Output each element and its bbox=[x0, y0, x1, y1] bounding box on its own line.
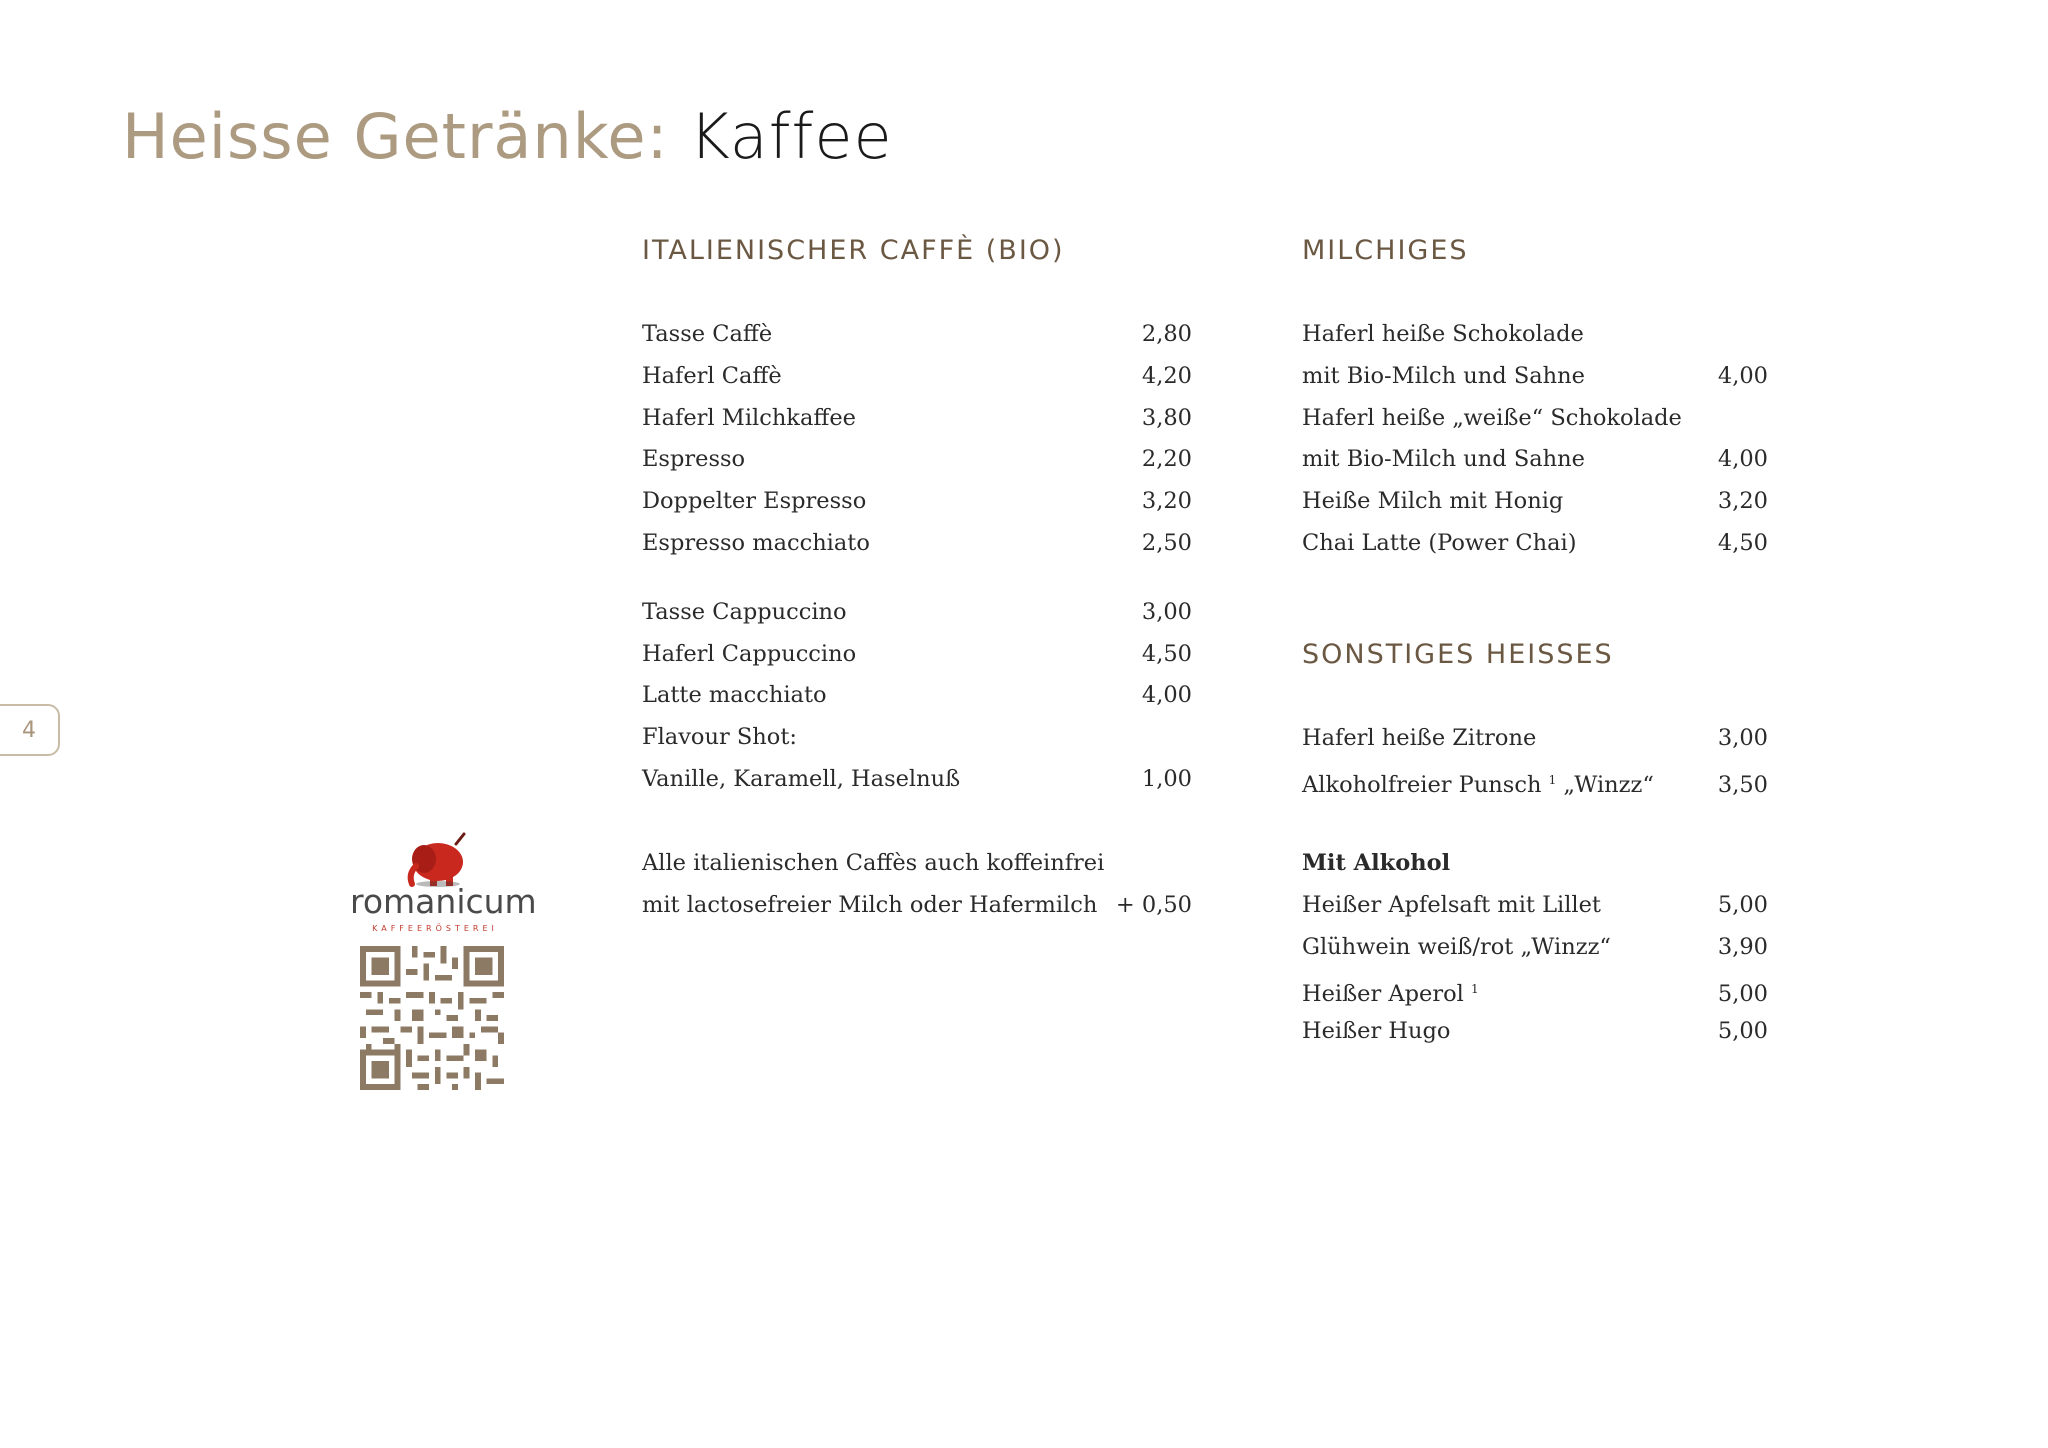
menu-item: Haferl Caffè 4,20 bbox=[642, 362, 1192, 389]
sonstiges-group bbox=[1302, 718, 1768, 802]
menu-item: Glühwein weiß/rot „Winzz“ 3,90 bbox=[1302, 933, 1768, 960]
note-line: Alle italienischen Caffès auch koffeinfrei bbox=[642, 849, 1105, 876]
subheading-mit-alkohol: Mit Alkohol bbox=[1302, 850, 1451, 877]
menu-item: Haferl Milchkaffee 3,80 bbox=[642, 404, 1192, 431]
menu-item: Flavour Shot: bbox=[642, 724, 797, 751]
section-heading-caffe: ITALIENISCHER CAFFÈ (BIO) bbox=[642, 235, 1065, 266]
menu-item: Haferl heiße „weiße“ Schokolade bbox=[1302, 404, 1682, 431]
caffe-group bbox=[642, 314, 1192, 565]
menu-item: Heißer Hugo 5,00 bbox=[1302, 1017, 1768, 1044]
page-number-tab[interactable] bbox=[0, 704, 60, 756]
menu-item: Heißer Aperol $^1$ 5,00 bbox=[1302, 980, 1768, 1007]
menu-item: Heiße Milch mit Honig 3,20 bbox=[1302, 488, 1768, 515]
menu-column-right bbox=[1302, 230, 1768, 1052]
title-suffix: Kaffee bbox=[689, 100, 893, 173]
page-title bbox=[122, 100, 893, 173]
menu-item: Vanille, Karamell, Haselnuß 1,00 bbox=[642, 765, 1192, 792]
elephant-icon bbox=[402, 832, 472, 888]
menu-item: Tasse Cappuccino 3,00 bbox=[642, 598, 1192, 625]
menu-item: Chai Latte (Power Chai) 4,50 bbox=[1302, 529, 1768, 556]
menu-item: Latte macchiato 4,00 bbox=[642, 682, 1192, 709]
menu-item: mit Bio-Milch und Sahne 4,00 bbox=[1302, 362, 1768, 389]
menu-item: mit Bio-Milch und Sahne 4,00 bbox=[1302, 446, 1768, 473]
milchiges-group bbox=[1302, 314, 1768, 565]
section-heading-milchiges: MILCHIGES bbox=[1302, 235, 1469, 266]
brand-tagline: KAFFEERÖSTEREI bbox=[372, 924, 498, 933]
decaf-note bbox=[642, 843, 1192, 927]
footnote-marker: 1 bbox=[1471, 981, 1479, 996]
menu-item: Doppelter Espresso 3,20 bbox=[642, 488, 1192, 515]
section-heading-sonstiges: SONSTIGES HEISSES bbox=[1302, 638, 1614, 670]
menu-column-left bbox=[642, 230, 1192, 926]
menu-item: Alkoholfreier Punsch $^1$ „Winzz“ 3,50 bbox=[1302, 771, 1768, 798]
cappuccino-group bbox=[642, 592, 1192, 801]
note-line: mit lactosefreier Milch oder Hafermilch + 0,50 bbox=[642, 891, 1192, 918]
footnote-marker: 1 bbox=[1548, 772, 1557, 787]
menu-item: Espresso 2,20 bbox=[642, 446, 1192, 473]
menu-item: Espresso macchiato 2,50 bbox=[642, 529, 1192, 556]
qr-code-icon[interactable] bbox=[360, 946, 504, 1090]
menu-item: Haferl Cappuccino 4,50 bbox=[642, 640, 1192, 667]
brand-name: romanicum bbox=[350, 882, 537, 921]
page-number: 4 bbox=[22, 717, 36, 743]
alkohol-group bbox=[1302, 843, 1768, 1052]
menu-item: Tasse Caffè 2,80 bbox=[642, 321, 1192, 347]
menu-item: Haferl heiße Schokolade bbox=[1302, 321, 1584, 347]
menu-item: Haferl heiße Zitrone 3,00 bbox=[1302, 724, 1768, 751]
title-prefix: Heisse Getränke: bbox=[122, 100, 669, 173]
menu-item: Heißer Apfelsaft mit Lillet 5,00 bbox=[1302, 892, 1768, 919]
